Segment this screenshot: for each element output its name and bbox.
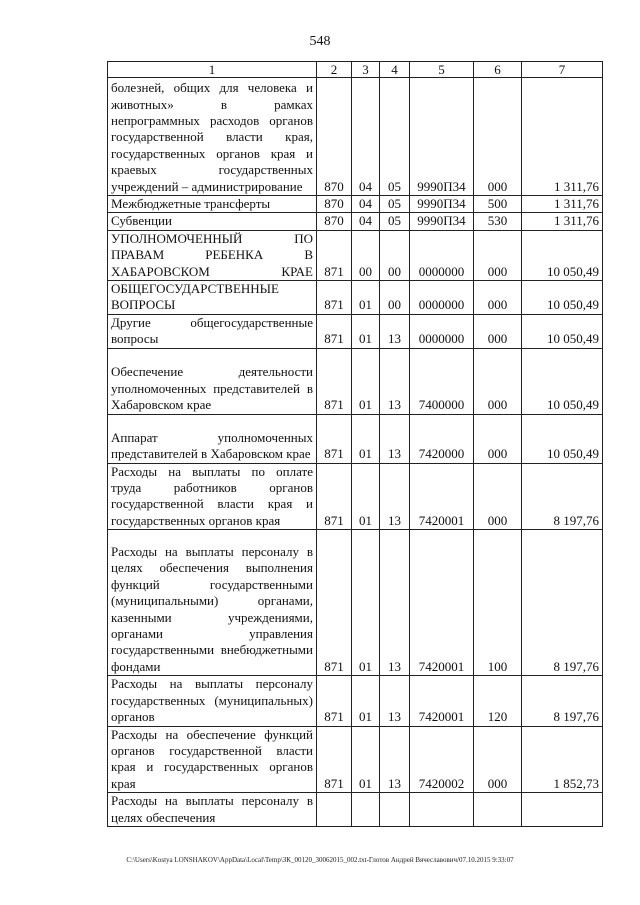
row-type-cell: 000: [474, 726, 522, 793]
table-row: [108, 78, 603, 196]
row-name-cell: Аппарат уполномоченных представителей в Хабаровском крае: [108, 414, 317, 463]
row-name-cell: Межбюджетные трансферты: [108, 196, 317, 213]
table-header-row: [108, 62, 603, 78]
header-cell: 5: [410, 62, 474, 78]
row-target-cell: 0000000: [410, 281, 474, 315]
row-subsection-cell: 13: [380, 726, 410, 793]
row-subsection-cell: 13: [380, 348, 410, 414]
row-amount-cell: 1 311,76: [522, 196, 603, 213]
row-target-cell: [410, 793, 474, 827]
row-amount-cell: 1 311,76: [522, 78, 603, 196]
header-cell: 1: [108, 62, 317, 78]
row-name-cell: Обеспечение деятельности уполномоченных представителей в Хабаровском крае: [108, 348, 317, 414]
table-row: [108, 348, 603, 414]
row-subsection-cell: 13: [380, 414, 410, 463]
row-code-cell: 871: [317, 463, 352, 530]
row-section-cell: 01: [352, 676, 380, 726]
table-row: [108, 414, 603, 463]
row-amount-cell: 1 852,73: [522, 726, 603, 793]
row-type-cell: 000: [474, 281, 522, 315]
row-target-cell: 9990П34: [410, 196, 474, 213]
row-subsection-cell: 00: [380, 281, 410, 315]
row-subsection-cell: 05: [380, 78, 410, 196]
table-row: [108, 314, 603, 348]
row-subsection-cell: 05: [380, 196, 410, 213]
header-cell: 6: [474, 62, 522, 78]
row-subsection-cell: 00: [380, 230, 410, 280]
row-section-cell: 04: [352, 213, 380, 230]
row-name-cell: Другие общегосударственные вопросы: [108, 314, 317, 348]
table-row: [108, 793, 603, 827]
table-row: [108, 213, 603, 230]
row-subsection-cell: 13: [380, 530, 410, 676]
table-row: [108, 281, 603, 315]
row-code-cell: [317, 793, 352, 827]
row-section-cell: 01: [352, 414, 380, 463]
table-row: [108, 196, 603, 213]
row-amount-cell: 10 050,49: [522, 230, 603, 280]
row-section-cell: 04: [352, 78, 380, 196]
row-subsection-cell: 13: [380, 314, 410, 348]
row-type-cell: 120: [474, 676, 522, 726]
row-type-cell: [474, 793, 522, 827]
row-name-cell: УПОЛНОМОЧЕННЫЙ ПО ПРАВАМ РЕБЕНКА В ХАБАРОВСКОМ КРАЕ: [108, 230, 317, 280]
table-row: [108, 726, 603, 793]
row-type-cell: 530: [474, 213, 522, 230]
row-code-cell: 871: [317, 726, 352, 793]
table-row: [108, 530, 603, 676]
row-amount-cell: 10 050,49: [522, 414, 603, 463]
row-amount-cell: 10 050,49: [522, 314, 603, 348]
row-name-cell: болезней, общих для человека и животных» в рамках непрограммных расходов органов государственной власти края, государственных органов края и краевых государственных учреждений – администрирование: [108, 78, 317, 196]
header-cell: 3: [352, 62, 380, 78]
row-name-cell: Субвенции: [108, 213, 317, 230]
row-amount-cell: [522, 793, 603, 827]
row-type-cell: 000: [474, 230, 522, 280]
row-target-cell: 7420001: [410, 463, 474, 530]
table-row: [108, 463, 603, 530]
row-target-cell: 0000000: [410, 230, 474, 280]
row-amount-cell: 10 050,49: [522, 348, 603, 414]
row-type-cell: 000: [474, 314, 522, 348]
row-target-cell: 0000000: [410, 314, 474, 348]
row-target-cell: 7420001: [410, 530, 474, 676]
table-row: [108, 230, 603, 280]
row-name-cell: Расходы на выплаты по оплате труда работников органов государственной власти края и государственных органов края: [108, 463, 317, 530]
row-code-cell: 871: [317, 348, 352, 414]
row-amount-cell: 10 050,49: [522, 281, 603, 315]
budget-table: [107, 61, 603, 827]
header-cell: 4: [380, 62, 410, 78]
row-code-cell: 871: [317, 676, 352, 726]
footer-file-path: C:\Users\Kostya LONSHAKOV\AppData\Local\Temp\ЗК_00120_30062015_002.txt-Глотов Андрей Вячеславович/07.10.2015 9:33:07: [126, 856, 514, 864]
row-amount-cell: 8 197,76: [522, 463, 603, 530]
row-code-cell: 871: [317, 314, 352, 348]
table-row: [108, 676, 603, 726]
row-section-cell: 01: [352, 281, 380, 315]
row-subsection-cell: 13: [380, 463, 410, 530]
row-section-cell: 01: [352, 314, 380, 348]
row-section-cell: 01: [352, 530, 380, 676]
row-type-cell: 000: [474, 78, 522, 196]
row-subsection-cell: [380, 793, 410, 827]
row-code-cell: 870: [317, 196, 352, 213]
row-subsection-cell: 05: [380, 213, 410, 230]
row-code-cell: 871: [317, 281, 352, 315]
row-target-cell: 7420001: [410, 676, 474, 726]
row-code-cell: 870: [317, 213, 352, 230]
row-type-cell: 000: [474, 414, 522, 463]
row-name-cell: Расходы на выплаты персоналу государственных (муниципальных) органов: [108, 676, 317, 726]
row-name-cell: ОБЩЕГОСУДАРСТВЕННЫЕ ВОПРОСЫ: [108, 281, 317, 315]
row-name-cell: Расходы на обеспечение функций органов государственной власти края и государственных органов края: [108, 726, 317, 793]
row-type-cell: 000: [474, 348, 522, 414]
row-section-cell: 01: [352, 463, 380, 530]
row-section-cell: 01: [352, 348, 380, 414]
row-subsection-cell: 13: [380, 676, 410, 726]
row-code-cell: 871: [317, 530, 352, 676]
row-section-cell: [352, 793, 380, 827]
row-section-cell: 04: [352, 196, 380, 213]
header-cell: 7: [522, 62, 603, 78]
row-type-cell: 000: [474, 463, 522, 530]
row-target-cell: 9990П34: [410, 78, 474, 196]
row-code-cell: 871: [317, 414, 352, 463]
row-type-cell: 100: [474, 530, 522, 676]
row-code-cell: 871: [317, 230, 352, 280]
row-target-cell: 7420000: [410, 414, 474, 463]
row-amount-cell: 8 197,76: [522, 676, 603, 726]
row-target-cell: 9990П34: [410, 213, 474, 230]
row-target-cell: 7420002: [410, 726, 474, 793]
row-target-cell: 7400000: [410, 348, 474, 414]
row-name-cell: Расходы на выплаты персоналу в целях обеспечения: [108, 793, 317, 827]
row-name-cell: Расходы на выплаты персоналу в целях обеспечения выполнения функций государственными (муниципальными) органами, казенными учреждениями, органами управления государственными внебюджетными фондами: [108, 530, 317, 676]
row-amount-cell: 8 197,76: [522, 530, 603, 676]
row-amount-cell: 1 311,76: [522, 213, 603, 230]
header-cell: 2: [317, 62, 352, 78]
row-code-cell: 870: [317, 78, 352, 196]
row-section-cell: 00: [352, 230, 380, 280]
row-section-cell: 01: [352, 726, 380, 793]
row-type-cell: 500: [474, 196, 522, 213]
page-number: 548: [309, 34, 331, 49]
table-body: [108, 78, 603, 827]
